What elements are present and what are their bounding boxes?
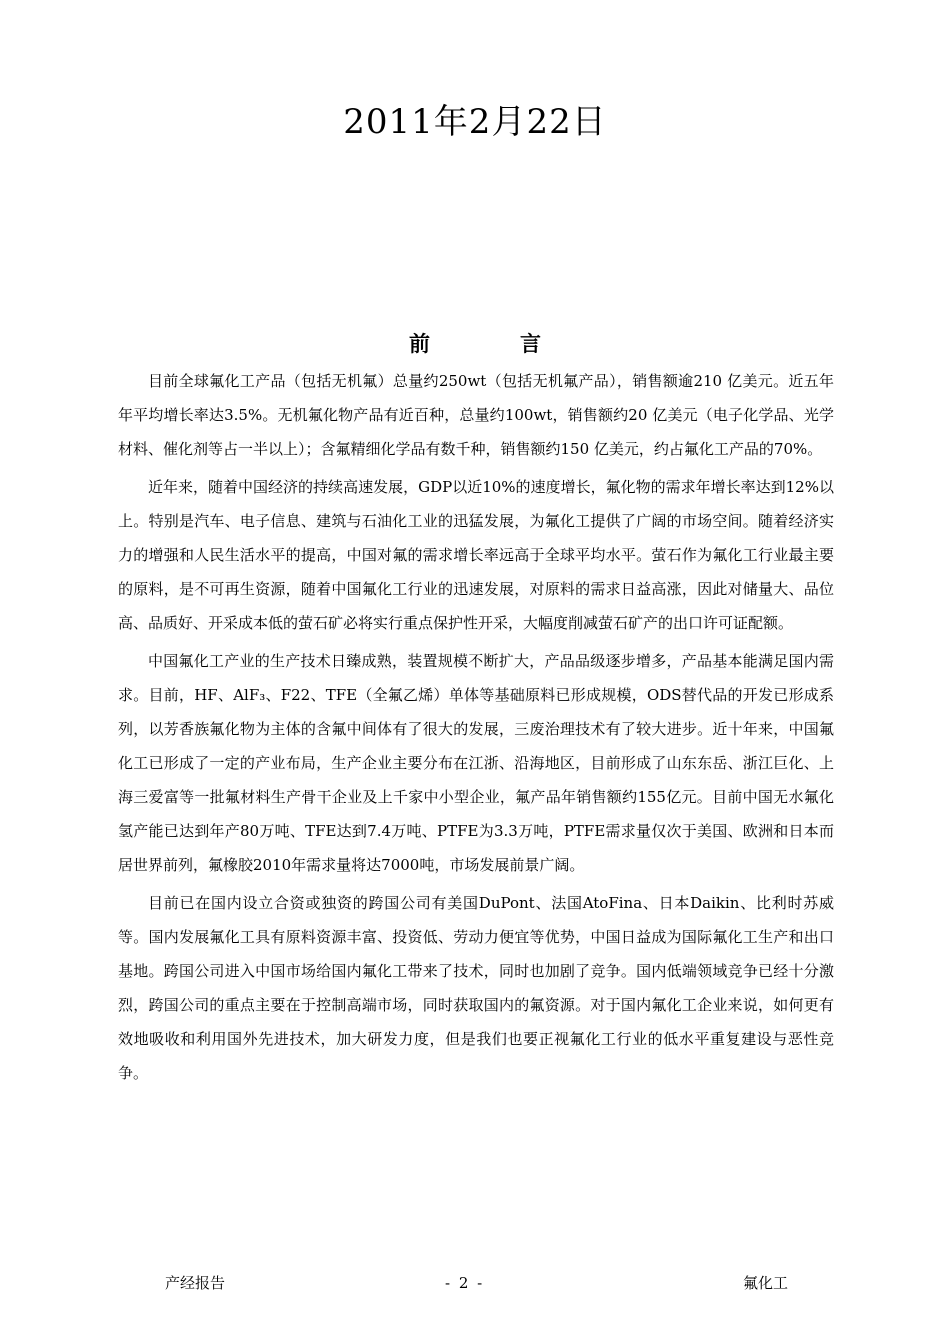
page-footer (0, 1268, 950, 1298)
paragraph-3: 中国氟化工产业的生产技术日臻成熟，装置规模不断扩大，产品品级逐步增多，产品基本能满足国内需求。目前，HF、AlF₃、F22、TFE（全氟乙烯）单体等基础原料已形成规模，ODS替代品的开发已形成系列，以芳香族氟化物为主体的含氟中间体有了很大的发展，三废治理技术有了较大进步。近十年来，中国氟化工已形成了一定的产业布局，生产企业主要分布在江浙、沿海地区，目前形成了山东东岳、浙江巨化、上海三爱富等一批氟材料生产骨干企业及上千家中小型企业，氟产品年销售额约155亿元。目前中国无水氟化氢产能已达到年产80万吨、TFE达到7.4万吨、PTFE为3.3万吨，PTFE需求量仅次于美国、欧洲和日本而居世界前列，氟橡胶2010年需求量将达7000吨，市场发展前景广阔。 (118, 652, 834, 874)
paragraph-2: 近年来，随着中国经济的持续高速发展，GDP以近10%的速度增长，氟化物的需求年增长率达到12%以上。特别是汽车、电子信息、建筑与石油化工业的迅猛发展，为氟化工提供了广阔的市场空间。随着经济实力的增强和人民生活水平的提高，中国对氟的需求增长率远高于全球平均水平。萤石作为氟化工行业最主要的原料，是不可再生资源，随着中国氟化工行业的迅速发展，对原料的需求日益高涨，因此对储量大、品位高、品质好、开采成本低的萤石矿必将实行重点保护性开采，大幅度削减萤石矿产的出口许可证配额。 (118, 478, 834, 632)
footer-report-type: 产经报告 (165, 1274, 226, 1292)
section-heading-preface: 前言 (409, 331, 631, 356)
footer-page-number: - 2 - (445, 1274, 485, 1292)
footer-industry: 氟化工 (743, 1274, 789, 1292)
paragraph-4: 目前已在国内设立合资或独资的跨国公司有美国DuPont、法国AtoFina、日本Daikin、比利时苏威等。国内发展氟化工具有原料资源丰富、投资低、劳动力便宜等优势，中国日益成为国际氟化工生产和出口基地。跨国公司进入中国市场给国内氟化工带来了技术，同时也加剧了竞争。国内低端领域竞争已经十分激烈，跨国公司的重点主要在于控制高端市场，同时获取国内的氟资源。对于国内氟化工企业来说，如何更有效地吸收和利用国外先进技术，加大研发力度，但是我们也要正视氟化工行业的低水平重复建设与恶性竞争。 (118, 894, 834, 1082)
report-date-title: 2011年2月22日 (343, 102, 607, 142)
preface-body (118, 364, 834, 1094)
paragraph-1: 目前全球氟化工产品（包括无机氟）总量约250wt（包括无机氟产品），销售额逾210 亿美元。近五年年平均增长率达3.5%。无机氟化物产品有近百种，总量约100wt，销售额约20 亿美元（电子化学品、光学材料、催化剂等占一半以上）；含氟精细化学品有数千种，销售额约150 亿美元，约占氟化工产品的70%。 (118, 372, 834, 458)
